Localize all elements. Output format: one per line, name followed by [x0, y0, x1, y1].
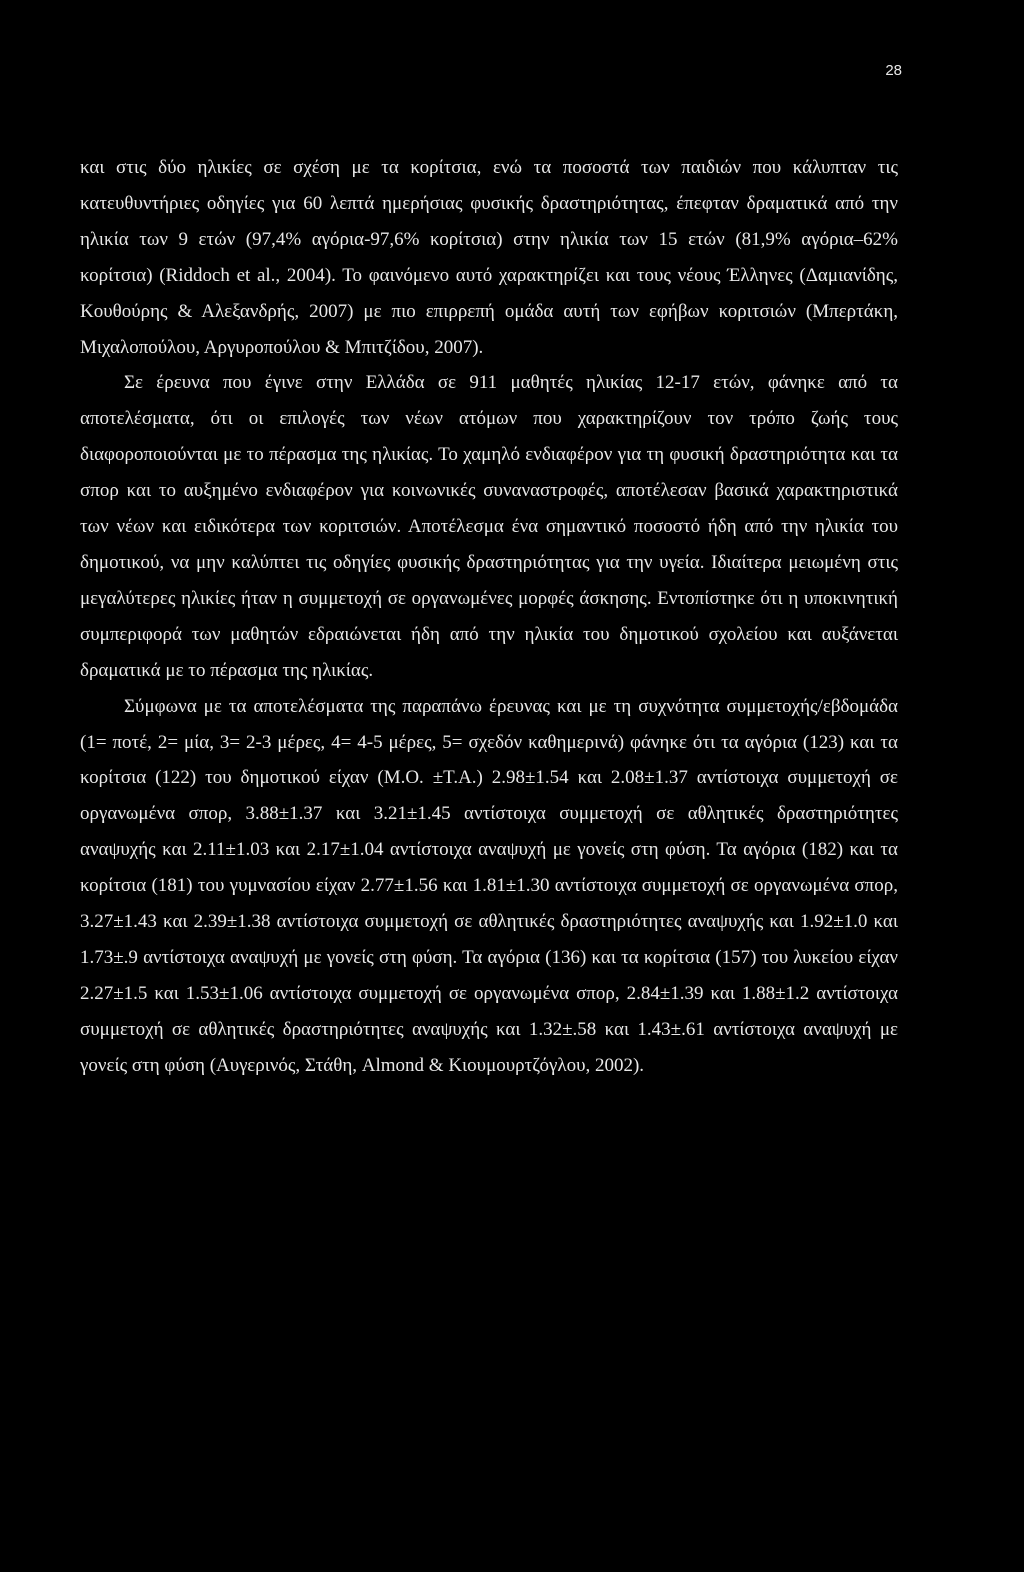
page-number: 28 [885, 62, 902, 79]
document-body [80, 150, 898, 1084]
paragraph-survey-greece: Σε έρευνα που έγινε στην Ελλάδα σε 911 μαθητές ηλικίας 12-17 ετών, φάνηκε από τα αποτελέσματα, ότι οι επιλογές των νέων ατόμων που χαρακτηρίζουν τον τρόπο ζωής τους διαφοροποιούνται με το πέρασμα της ηλικίας. Το χαμηλό ενδιαφέρον για τη φυσική δραστηριότητα και τα σπορ και το αυξημένο ενδιαφέρον για κοινωνικές συναναστροφές, αποτέλεσαν βασικά χαρακτηριστικά των νέων και ειδικότερα των κοριτσιών. Αποτέλεσμα ένα σημαντικό ποσοστό ήδη από την ηλικία του δημοτικού, να μην καλύπτει τις οδηγίες φυσικής δραστηριότητας για την υγεία. Ιδιαίτερα μειωμένη στις μεγαλύτερες ηλικίες ήταν η συμμετοχή σε οργανωμένες μορφές άσκησης. Εντοπίστηκε ότι η υποκινητική συμπεριφορά των μαθητών εδραιώνεται ήδη από την ηλικία του δημοτικού σχολείου και αυξάνεται δραματικά με το πέρασμα της ηλικίας. [80, 372, 898, 681]
paragraph-continuation: και στις δύο ηλικίες σε σχέση με τα κορίτσια, ενώ τα ποσοστά των παιδιών που κάλυπταν τις κατευθυντήριες οδηγίες για 60 λεπτά ημερήσιας φυσικής δραστηριότητας, έπεφταν δραματικά από την ηλικία των 9 ετών (97,4% αγόρια-97,6% κορίτσια) στην ηλικία των 15 ετών (81,9% αγόρια–62% κορίτσια) (Riddoch et al., 2004). Το φαινόμενο αυτό χαρακτηρίζει και τους νέους Έλληνες (Δαμιανίδης, Κουθούρης & Αλεξανδρής, 2007) με πιο επιρρεπή ομάδα αυτή των εφήβων κοριτσιών (Μπερτάκη, Μιχαλοπούλου, Αργυροπούλου & Μπιτζίδου, 2007). [80, 157, 898, 358]
paragraph-survey-results: Σύμφωνα με τα αποτελέσματα της παραπάνω έρευνας και με τη συχνότητα συμμετοχής/εβδομάδα (1= ποτέ, 2= μία, 3= 2-3 μέρες, 4= 4-5 μέρες, 5= σχεδόν καθημερινά) φάνηκε ότι τα αγόρια (123) και τα κορίτσια (122) του δημοτικού είχαν (Μ.Ο. ±Τ.Α.) 2.98±1.54 και 2.08±1.37 αντίστοιχα συμμετοχή σε οργανωμένα σπορ, 3.88±1.37 και 3.21±1.45 αντίστοιχα συμμετοχή σε αθλητικές δραστηριότητες αναψυχής και 2.11±1.03 και 2.17±1.04 αντίστοιχα αναψυχή με γονείς στη φύση. Τα αγόρια (182) και τα κορίτσια (181) του γυμνασίου είχαν 2.77±1.56 και 1.81±1.30 αντίστοιχα συμμετοχή σε οργανωμένα σπορ, 3.27±1.43 και 2.39±1.38 αντίστοιχα συμμετοχή σε αθλητικές δραστηριότητες αναψυχής και 1.92±1.0 και 1.73±.9 αντίστοιχα αναψυχή με γονείς στη φύση. Τα αγόρια (136) και τα κορίτσια (157) του λυκείου είχαν 2.27±1.5 και 1.53±1.06 αντίστοιχα συμμετοχή σε οργανωμένα σπορ, 2.84±1.39 και 1.88±1.2 αντίστοιχα συμμετοχή σε αθλητικές δραστηριότητες αναψυχής και 1.32±.58 και 1.43±.61 αντίστοιχα αναψυχή με γονείς στη φύση (Αυγερινός, Στάθη, Almond & Κιουμουρτζόγλου, 2002). [80, 695, 898, 1076]
